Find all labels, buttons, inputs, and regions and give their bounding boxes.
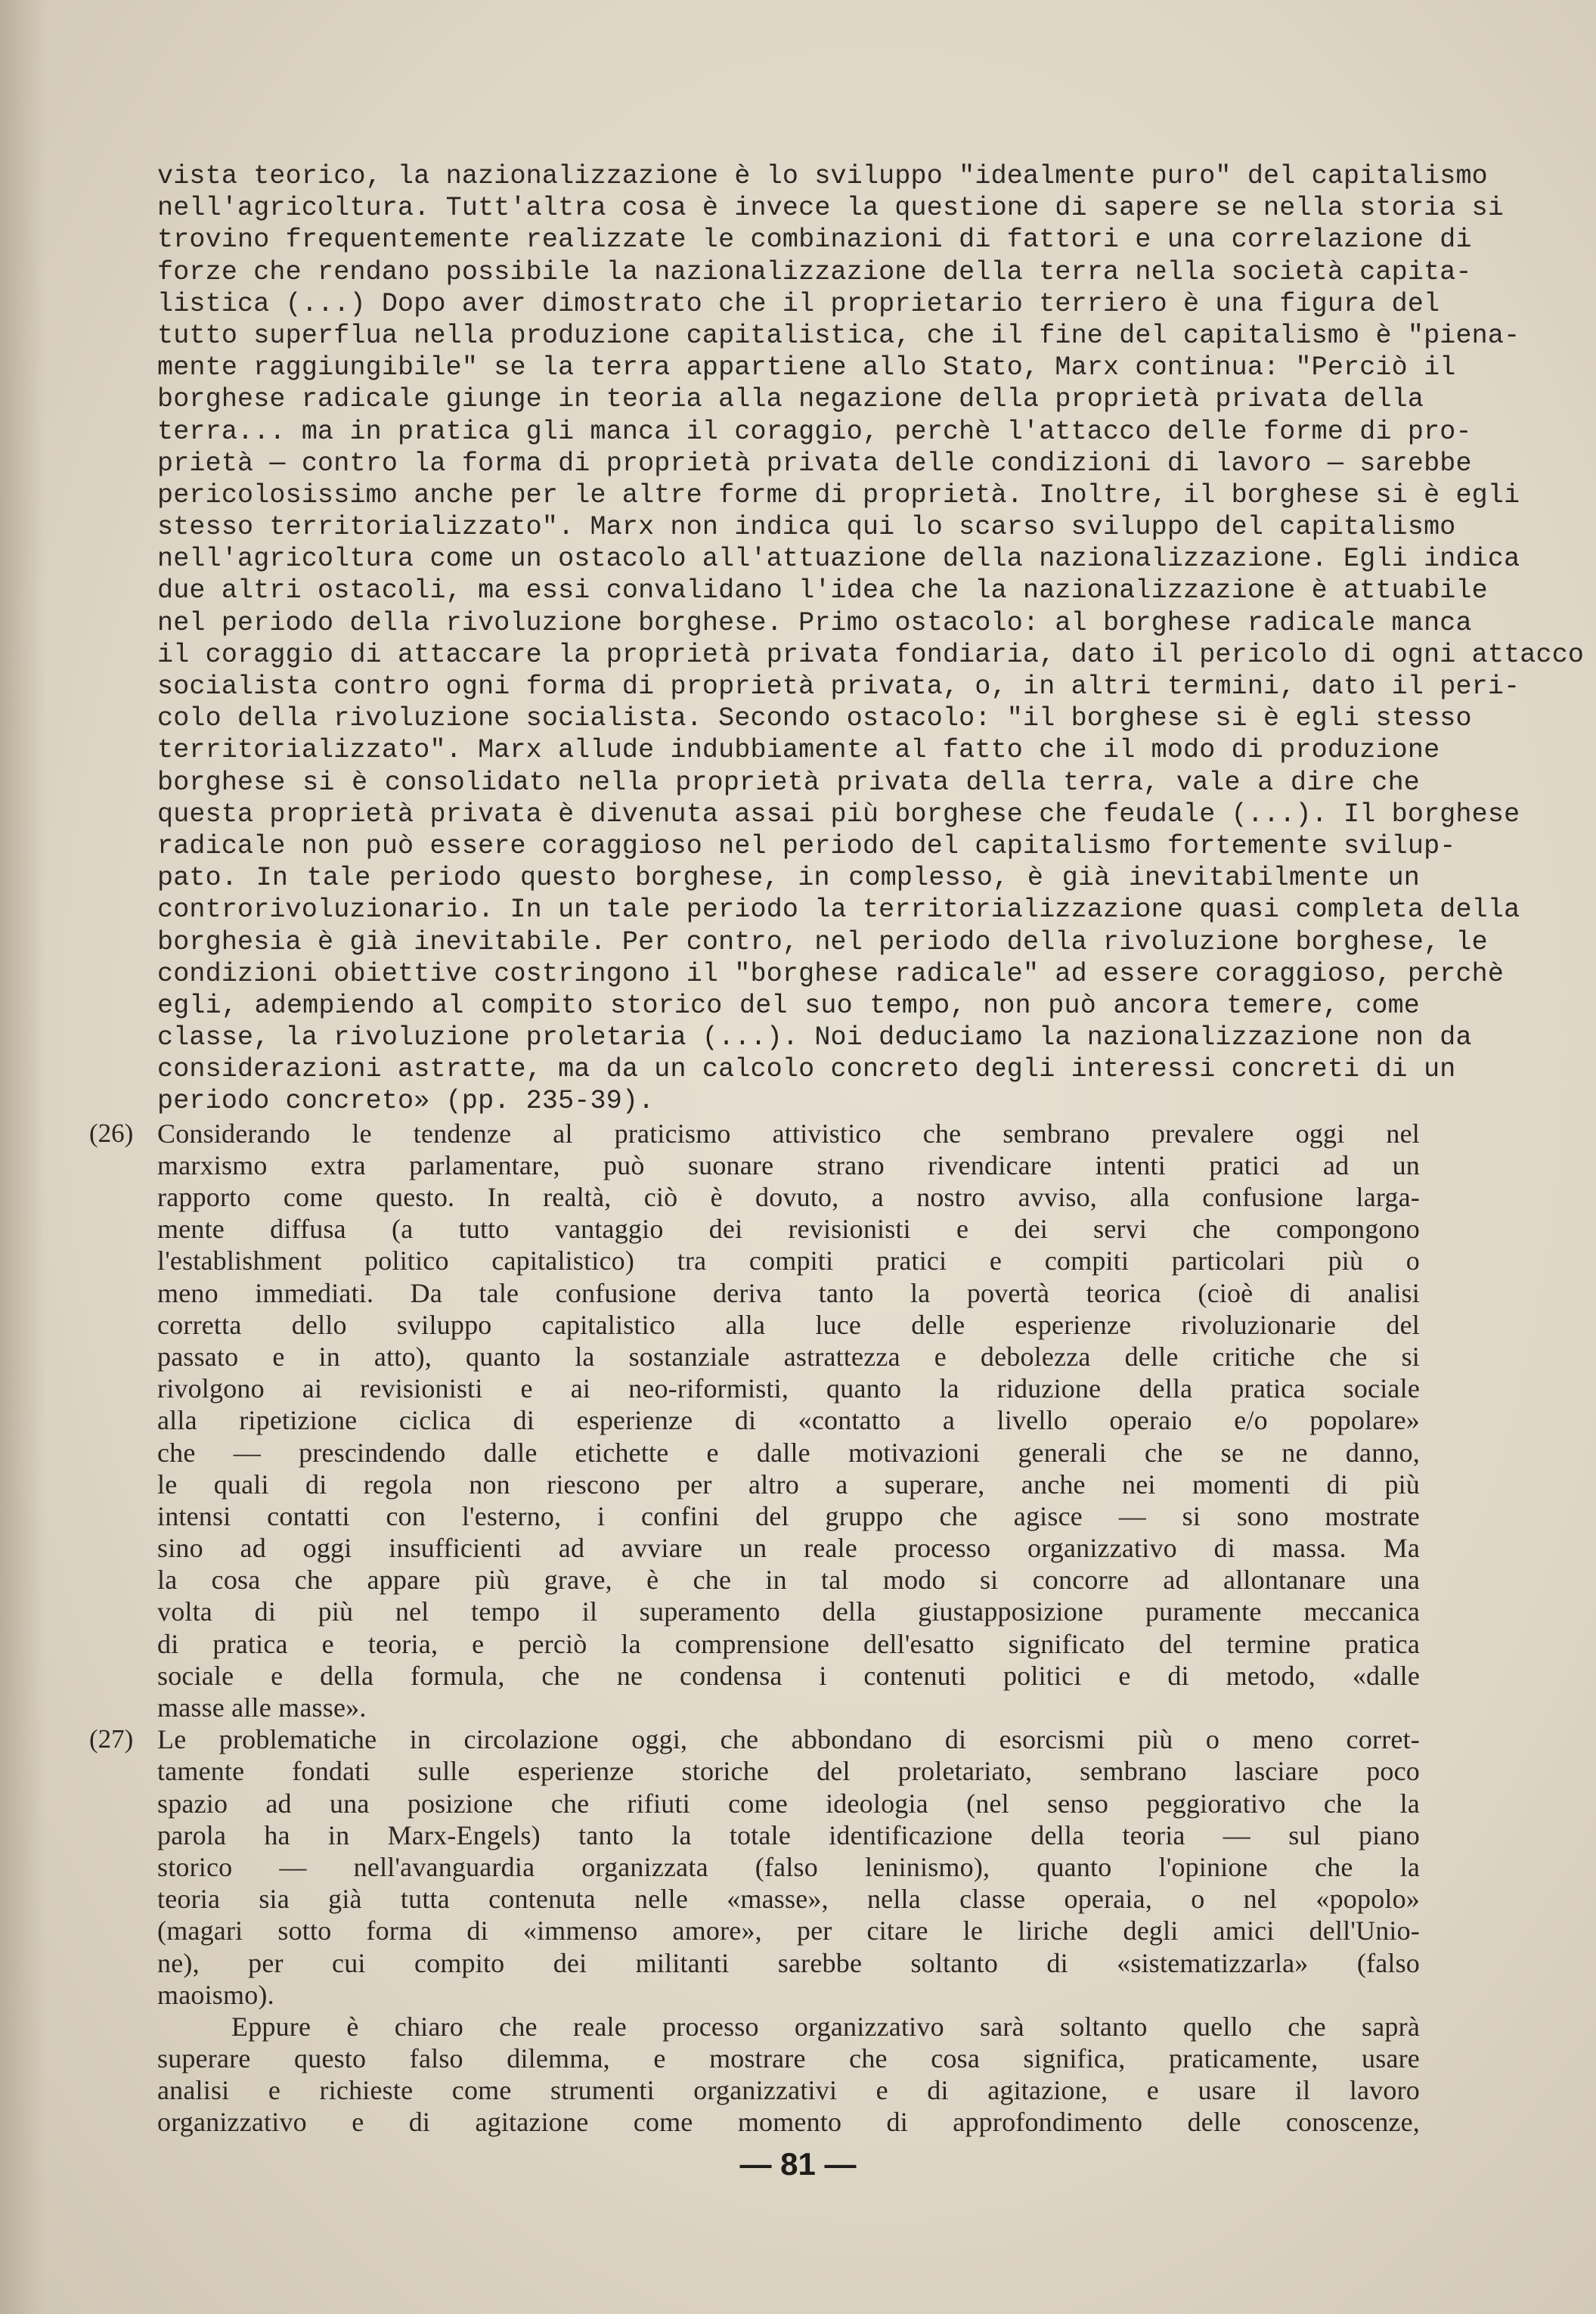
- text-line: borghesia è già inevitabile. Per contro, nel periodo della rivoluzione borghese, le: [157, 926, 1488, 957]
- quote-continuation: [157, 160, 1585, 1118]
- text-line: prietà — contro la forma di proprietà privata delle condizioni di lavoro — sarebbe: [157, 448, 1472, 479]
- text-line: di pratica e teoria, e perciò la comprensione dell'esatto significato del termine pratica: [157, 1628, 1420, 1659]
- text-line: pato. In tale periodo questo borghese, in complesso, è già inevitabilmente un: [157, 863, 1420, 894]
- text-line: mente raggiungibile" se la terra appartiene allo Stato, Marx continua: "Perciò il: [157, 352, 1456, 383]
- text-line: alla ripetizione ciclica di esperienze di «contatto a livello operaio e/o popolare»: [157, 1405, 1420, 1436]
- text-line: territorializzato". Marx allude indubbiamente al fatto che il modo di produzione: [157, 735, 1440, 766]
- text-line: nell'agricoltura. Tutt'altra cosa è invece la questione di sapere se nella storia si: [157, 193, 1505, 224]
- text-line: il coraggio di attaccare la proprietà privata fondiaria, dato il pericolo di ogni attacco: [157, 639, 1585, 670]
- text-line: superare questo falso dilemma, e mostrare che cosa significa, praticamente, usare: [157, 2043, 1420, 2074]
- text-line: sociale e della formula, che ne condensa i contenuti politici e di metodo, «dalle: [157, 1660, 1420, 1691]
- text-line: Considerando le tendenze al praticismo attivistico che sembrano prevalere oggi nel: [157, 1118, 1420, 1149]
- text-line: mente diffusa (a tutto vantaggio dei revisionisti e dei servi che compongono: [157, 1214, 1420, 1245]
- text-line: che — prescindendo dalle etichette e dalle motivazioni generali che se ne danno,: [157, 1437, 1420, 1468]
- footnote-number: (26): [89, 1118, 134, 1148]
- text-line: parola ha in Marx-Engels) tanto la totale identificazione della teoria — sul piano: [157, 1819, 1420, 1850]
- text-line: la cosa che appare più grave, è che in tal modo si concorre ad allontanare una: [157, 1565, 1420, 1596]
- text-line: condizioni obiettive costringono il "borghese radicale" ad essere coraggioso, perchè: [157, 958, 1505, 989]
- text-line: radicale non può essere coraggioso nel periodo del capitalismo fortemente svilup-: [157, 830, 1456, 861]
- text-line: organizzativo e di agitazione come momento di approfondimento delle conoscenze,: [157, 2107, 1420, 2138]
- text-line: egli, adempiendo al compito storico del suo tempo, non può ancora temere, come: [157, 990, 1420, 1021]
- text-line: Le problematiche in circolazione oggi, che abbondano di esorcismi più o meno corret-: [157, 1724, 1420, 1755]
- text-line: vista teorico, la nazionalizzazione è lo sviluppo "idealmente puro" del capitalismo: [157, 161, 1488, 191]
- text-line: terra... ma in pratica gli manca il coraggio, perchè l'attacco delle forme di pro-: [157, 416, 1472, 447]
- text-line: storico — nell'avanguardia organizzata (falso leninismo), quanto l'opinione che la: [157, 1851, 1420, 1882]
- text-line: questa proprietà privata è divenuta assai più borghese che feudale (...). Il borghese: [157, 799, 1520, 830]
- body-text: [89, 160, 1585, 2139]
- text-line: spazio ad una posizione che rifiuti come ideologia (nel senso peggiorativo che la: [157, 1788, 1420, 1819]
- text-line: considerazioni astratte, ma da un calcolo concreto degli interessi concreti di un: [157, 1054, 1456, 1085]
- text-line: intensi contatti con l'esterno, i confini del gruppo che agisce — si sono mostrate: [157, 1500, 1420, 1531]
- text-line: marxismo extra parlamentare, può suonare strano rivendicare intenti pratici ad un: [157, 1149, 1420, 1180]
- text-line: ne), per cui compito dei militanti sarebbe soltanto di «sistematizzarla» (falso: [157, 1947, 1420, 1978]
- footnote-27: [89, 1723, 1420, 2138]
- text-line: forze che rendano possibile la nazionalizzazione della terra nella società capita-: [157, 256, 1472, 287]
- text-line: rivolgono ai revisionisti e ai neo-riformisti, quanto la riduzione della pratica sociale: [157, 1373, 1420, 1404]
- text-line: trovino frequentemente realizzate le combinazioni di fattori e una correlazione di: [157, 225, 1472, 256]
- text-line: passato e in atto), quanto la sostanziale astrattezza e debolezza delle critiche che si: [157, 1341, 1420, 1372]
- text-line: le quali di regola non riescono per altro a superare, anche nei momenti di più: [157, 1469, 1420, 1500]
- footnote-26: [89, 1118, 1420, 1724]
- text-line: controrivoluzionario. In un tale periodo la territorializzazione quasi completa della: [157, 895, 1520, 926]
- text-line: analisi e richieste come strumenti organizzativi e di agitazione, e usare il lavoro: [157, 2075, 1420, 2106]
- text-line: meno immediati. Da tale confusione deriva tanto la povertà teorica (cioè di analisi: [157, 1277, 1420, 1308]
- footnote-number: (27): [89, 1724, 134, 1754]
- text-line: classe, la rivoluzione proletaria (...). Noi deduciamo la nazionalizzazione non da: [157, 1022, 1472, 1053]
- text-line: nell'agricoltura come un ostacolo all'attuazione della nazionalizzazione. Egli indica: [157, 544, 1520, 575]
- text-line: borghese radicale giunge in teoria alla negazione della proprietà privata della: [157, 384, 1424, 415]
- text-line: l'establishment politico capitalistico) tra compiti pratici e compiti particolari più o: [157, 1245, 1420, 1276]
- text-line: stesso territorializzato". Marx non indica qui lo scarso sviluppo del capitalismo: [157, 512, 1456, 543]
- text-line: colo della rivoluzione socialista. Secondo ostacolo: "il borghese si è egli stesso: [157, 703, 1472, 734]
- text-line: nel periodo della rivoluzione borghese. Primo ostacolo: al borghese radicale manca: [157, 607, 1472, 638]
- text-line: volta di più nel tempo il superamento della giustapposizione puramente meccanica: [157, 1596, 1420, 1627]
- text-line: tutto superflua nella produzione capitalistica, che il fine del capitalismo è "piena-: [157, 320, 1520, 351]
- text-line: masse alle masse».: [157, 1692, 367, 1723]
- text-line: borghese si è consolidato nella proprietà privata della terra, vale a dire che: [157, 767, 1420, 798]
- page-edge-shadow: [0, 0, 45, 2314]
- text-line: (magari sotto forma di «immenso amore», per citare le liriche degli amici dell'Unio-: [157, 1915, 1420, 1946]
- text-line: periodo concreto» (pp. 235-39).: [157, 1086, 655, 1117]
- text-line: rapporto come questo. In realtà, ciò è dovuto, a nostro avviso, alla confusione larga-: [157, 1182, 1420, 1212]
- text-line: maoismo).: [157, 1979, 274, 2010]
- text-line: teoria sia già tutta contenuta nelle «masse», nella classe operaia, o nel «popolo»: [157, 1884, 1420, 1915]
- text-line: Eppure è chiaro che reale processo organizzativo sarà soltanto quello che saprà: [231, 2011, 1420, 2042]
- text-line: sino ad oggi insufficienti ad avviare un reale processo organizzativo di massa. Ma: [157, 1533, 1420, 1564]
- text-line: corretta dello sviluppo capitalistico alla luce delle esperienze rivoluzionarie del: [157, 1309, 1420, 1340]
- page-number: — 81 —: [739, 2146, 857, 2182]
- text-line: due altri ostacoli, ma essi convalidano l'idea che la nazionalizzazione è attuabile: [157, 575, 1488, 606]
- text-line: tamente fondati sulle esperienze storiche del proletariato, sembrano lasciare poco: [157, 1756, 1420, 1787]
- text-line: pericolosissimo anche per le altre forme di proprietà. Inoltre, il borghese si è egli: [157, 479, 1520, 510]
- text-line: listica (...) Dopo aver dimostrato che il proprietario terriero è una figura del: [157, 288, 1440, 319]
- text-line: socialista contro ogni forma di proprietà privata, o, in altri termini, dato il peri-: [157, 672, 1520, 702]
